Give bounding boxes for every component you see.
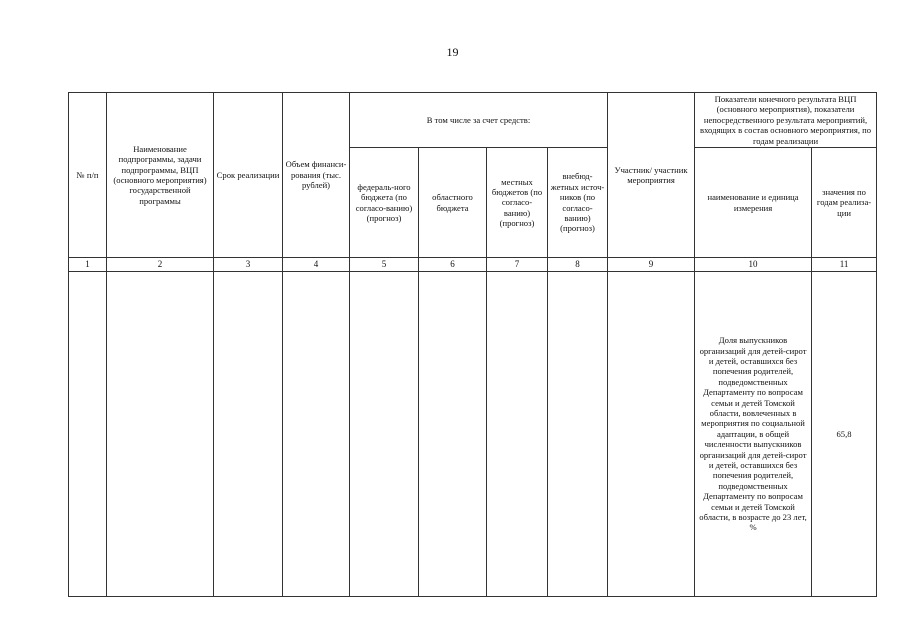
row-extrabudgetary-cell <box>548 272 608 597</box>
column-number: 5 <box>350 258 419 272</box>
column-number: 4 <box>283 258 350 272</box>
header-extrabudgetary: внебюд-жетных источ-ников (по согласо-ванию) (прогноз) <box>548 148 608 258</box>
header-federal-budget: федераль-ного бюджета (по согласо-ванию) (прогноз) <box>350 148 419 258</box>
page-number: 19 <box>446 45 459 59</box>
row-regional-cell <box>419 272 487 597</box>
header-indicator-name: наименование и единица измерения <box>695 148 812 258</box>
header-local-budgets: местных бюджетов (по согласо-ванию) (прогноз) <box>487 148 548 258</box>
header-funding-sources-group: В том числе за счет средств: <box>350 93 608 148</box>
header-funding-volume: Объем финанси-рования (тыс. рублей) <box>283 93 350 258</box>
column-numbers-row <box>69 258 877 272</box>
header-period: Срок реализации <box>214 93 283 258</box>
row-federal-cell <box>350 272 419 597</box>
row-period-cell <box>214 272 283 597</box>
column-number: 1 <box>69 258 107 272</box>
row-subprogram-cell <box>107 272 214 597</box>
indicator-value: 65,8 <box>812 272 877 597</box>
row-funding-cell <box>283 272 350 597</box>
header-number: № п/п <box>69 93 107 258</box>
indicator-name: Доля выпускников организаций для детей-сирот и детей, оставшихся без попечения родителей, подведомственных Департаменту по вопросам семьи и детей Томской области, вовлеченных в мероприятия по социальной адаптации, в общей численности выпускников организаций для детей-сирот и детей, оставшихся без попечения родителей, подведомственных Департаменту по вопросам семьи и детей Томской области, в возрасте до 23 лет, % <box>695 272 812 597</box>
column-number: 8 <box>548 258 608 272</box>
header-indicators-group: Показатели конечного результата ВЦП (основного мероприятия), показатели непосредственного результата мероприятий, входящих в состав основного мероприятия, по годам реализации <box>695 93 877 148</box>
column-number: 7 <box>487 258 548 272</box>
column-number: 2 <box>107 258 214 272</box>
header-subprogram-name: Наименование подпрограммы, задачи подпрограммы, ВЦП (основного мероприятия) государственной программы <box>107 93 214 258</box>
header-indicator-values: значения по годам реализа-ции <box>812 148 877 258</box>
column-number: 9 <box>608 258 695 272</box>
row-local-cell <box>487 272 548 597</box>
header-participant: Участник/ участник мероприятия <box>608 93 695 258</box>
program-table <box>68 92 877 597</box>
table-row <box>69 272 877 597</box>
column-number: 6 <box>419 258 487 272</box>
header-row-1 <box>69 93 877 148</box>
header-regional-budget: областного бюджета <box>419 148 487 258</box>
row-number-cell <box>69 272 107 597</box>
column-number: 3 <box>214 258 283 272</box>
row-participant-cell <box>608 272 695 597</box>
column-number: 10 <box>695 258 812 272</box>
column-number: 11 <box>812 258 877 272</box>
